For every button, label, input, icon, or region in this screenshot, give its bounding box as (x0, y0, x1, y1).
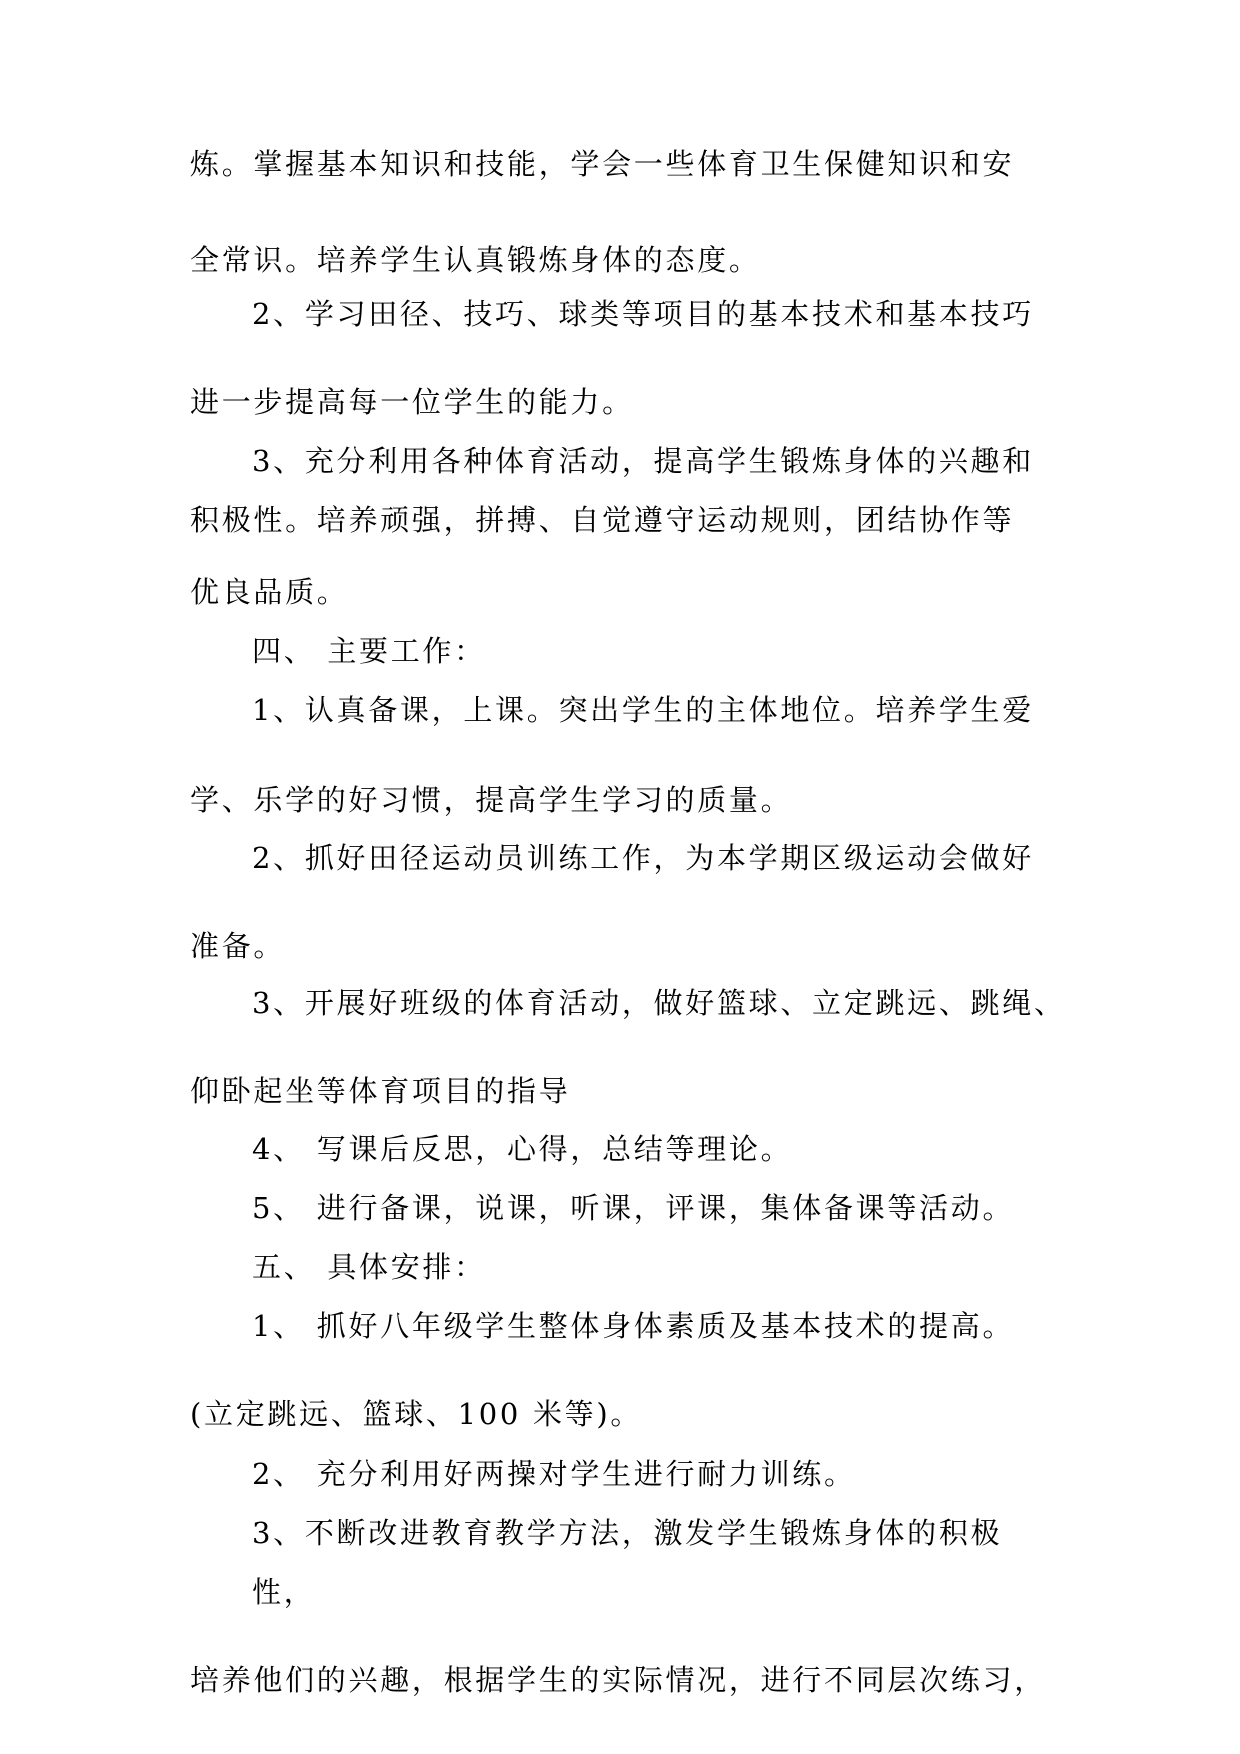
body-line: 培养他们的兴趣，根据学生的实际情况，进行不同层次练习， (190, 1663, 1046, 1697)
list-item: 3、充分利用各种体育活动，提高学生锻炼身体的兴趣和 (252, 444, 1034, 478)
list-item: 1、认真备课，上课。突出学生的主体地位。培养学生爱 (252, 693, 1034, 727)
body-line: 积极性。培养顽强，拼搏、自觉遵守运动规则，团结协作等 (190, 503, 1015, 537)
list-item: 2、学习田径、技巧、球类等项目的基本技术和基本技巧 (252, 297, 1034, 331)
list-item: 2、抓好田径运动员训练工作，为本学期区级运动会做好 (252, 841, 1034, 875)
body-line: 仰卧起坐等体育项目的指导 (190, 1074, 571, 1108)
body-line: 进一步提高每一位学生的能力。 (190, 385, 634, 419)
list-item: 1、 抓好八年级学生整体身体素质及基本技术的提高。 (252, 1309, 1015, 1343)
section-heading: 五、 具体安排： (252, 1250, 486, 1284)
list-item: 3、开展好班级的体育活动，做好篮球、立定跳远、跳绳、 (252, 986, 1066, 1020)
body-line: 优良品质。 (190, 575, 349, 609)
body-line: 性， (252, 1575, 316, 1609)
body-line: 准备。 (190, 929, 286, 963)
list-item: 3、不断改进教育教学方法，激发学生锻炼身体的积极 (252, 1516, 1003, 1550)
body-line: (立定跳远、篮球、100 米等)。 (190, 1397, 643, 1431)
list-item: 4、 写课后反思，心得，总结等理论。 (252, 1132, 793, 1166)
section-heading: 四、 主要工作： (252, 634, 486, 668)
body-line: 炼。掌握基本知识和技能，学会一些体育卫生保健知识和安 (190, 147, 1015, 181)
list-item: 2、 充分利用好两操对学生进行耐力训练。 (252, 1457, 856, 1491)
list-item: 5、 进行备课，说课，听课，评课，集体备课等活动。 (252, 1191, 1015, 1225)
body-line: 全常识。培养学生认真锻炼身体的态度。 (190, 243, 761, 277)
body-line: 学、乐学的好习惯，提高学生学习的质量。 (190, 783, 793, 817)
